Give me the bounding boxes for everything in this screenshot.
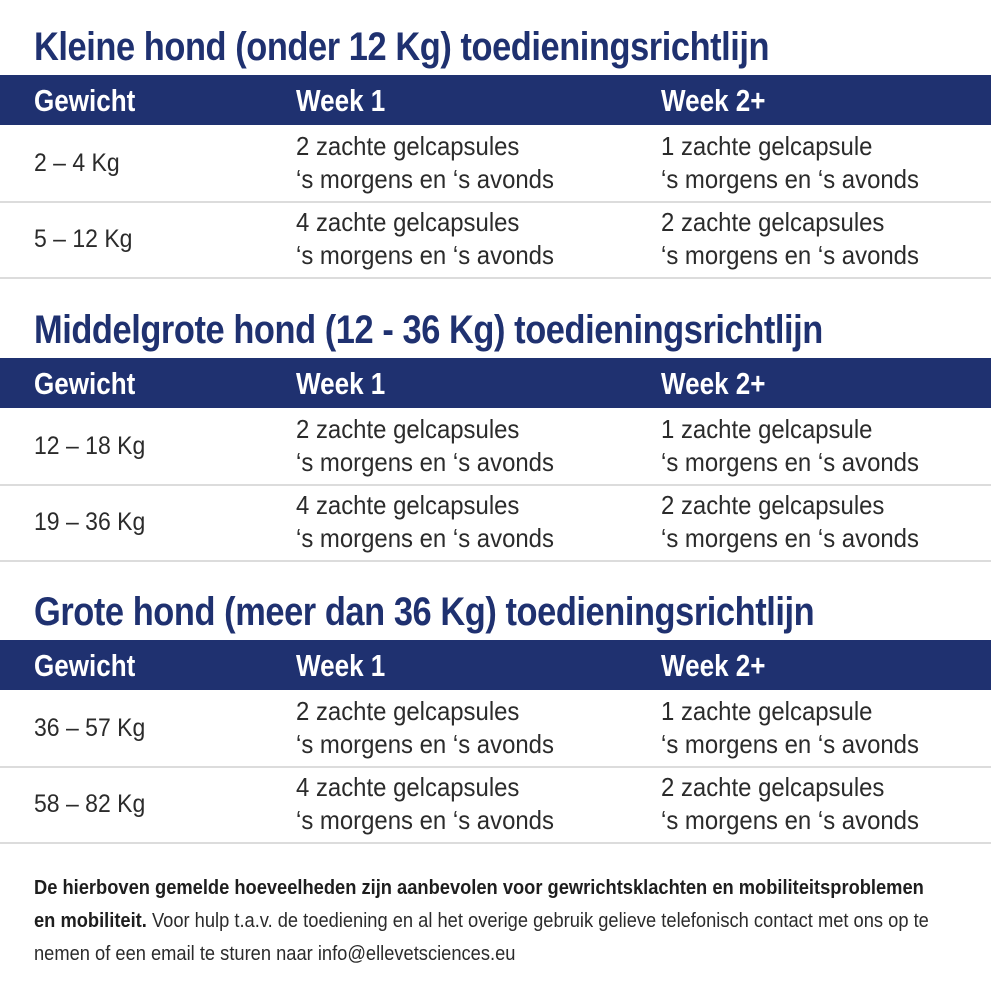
week2-dose: 2 zachte gelcapsules ‘s morgens en ‘s avonds [661,490,919,553]
section-title: Middelgrote hond (12 - 36 Kg) toedieningsrichtlijn [34,308,823,352]
footer-note [34,872,949,971]
week2-dose: 1 zachte gelcapsule ‘s morgens en ‘s avonds [661,131,919,194]
header-week2: Week 2+ [661,366,766,401]
header-weight: Gewicht [34,366,136,401]
table-row [0,690,991,768]
section-title: Kleine hond (onder 12 Kg) toedieningsrichtlijn [34,25,770,69]
table-row [0,125,991,203]
weight-cell: 5 – 12 Kg [34,225,133,253]
table-row [0,484,991,562]
header-weight: Gewicht [34,83,136,118]
header-week1: Week 1 [296,83,386,118]
table-row [0,766,991,844]
table-header [0,75,991,125]
table-row [0,408,991,486]
week2-dose: 1 zachte gelcapsule ‘s morgens en ‘s avonds [661,414,919,477]
week1-dose: 2 zachte gelcapsules ‘s morgens en ‘s avonds [296,131,554,194]
week2-dose: 1 zachte gelcapsule ‘s morgens en ‘s avonds [661,696,919,759]
week2-dose: 2 zachte gelcapsules ‘s morgens en ‘s avonds [661,772,919,835]
week2-dose: 2 zachte gelcapsules ‘s morgens en ‘s avonds [661,207,919,270]
header-week1: Week 1 [296,648,386,683]
header-weight: Gewicht [34,648,136,683]
week1-dose: 2 zachte gelcapsules ‘s morgens en ‘s avonds [296,414,554,477]
weight-cell: 2 – 4 Kg [34,149,120,177]
footer-contact-text: Voor hulp t.a.v. de toediening en al het overige gebruik gelieve telefonisch contact met ons op te nemen of een email te sturen naar info@ellevetsciences.eu [34,910,929,965]
section-title: Grote hond (meer dan 36 Kg) toedieningsrichtlijn [34,590,815,634]
table-header [0,358,991,408]
table-row [0,201,991,279]
weight-cell: 58 – 82 Kg [34,790,146,818]
week1-dose: 4 zachte gelcapsules ‘s morgens en ‘s avonds [296,490,554,553]
weight-cell: 19 – 36 Kg [34,508,146,536]
week1-dose: 4 zachte gelcapsules ‘s morgens en ‘s avonds [296,207,554,270]
weight-cell: 36 – 57 Kg [34,714,146,742]
header-week2: Week 2+ [661,648,766,683]
week1-dose: 4 zachte gelcapsules ‘s morgens en ‘s avonds [296,772,554,835]
header-week2: Week 2+ [661,83,766,118]
week1-dose: 2 zachte gelcapsules ‘s morgens en ‘s avonds [296,696,554,759]
table-header [0,640,991,690]
weight-cell: 12 – 18 Kg [34,432,146,460]
header-week1: Week 1 [296,366,386,401]
footer-bold-text: De hierboven gemelde hoeveelheden zijn aanbevolen voor gewrichtsklachten en mobiliteitsproblemen en mobiliteit. [34,877,924,932]
